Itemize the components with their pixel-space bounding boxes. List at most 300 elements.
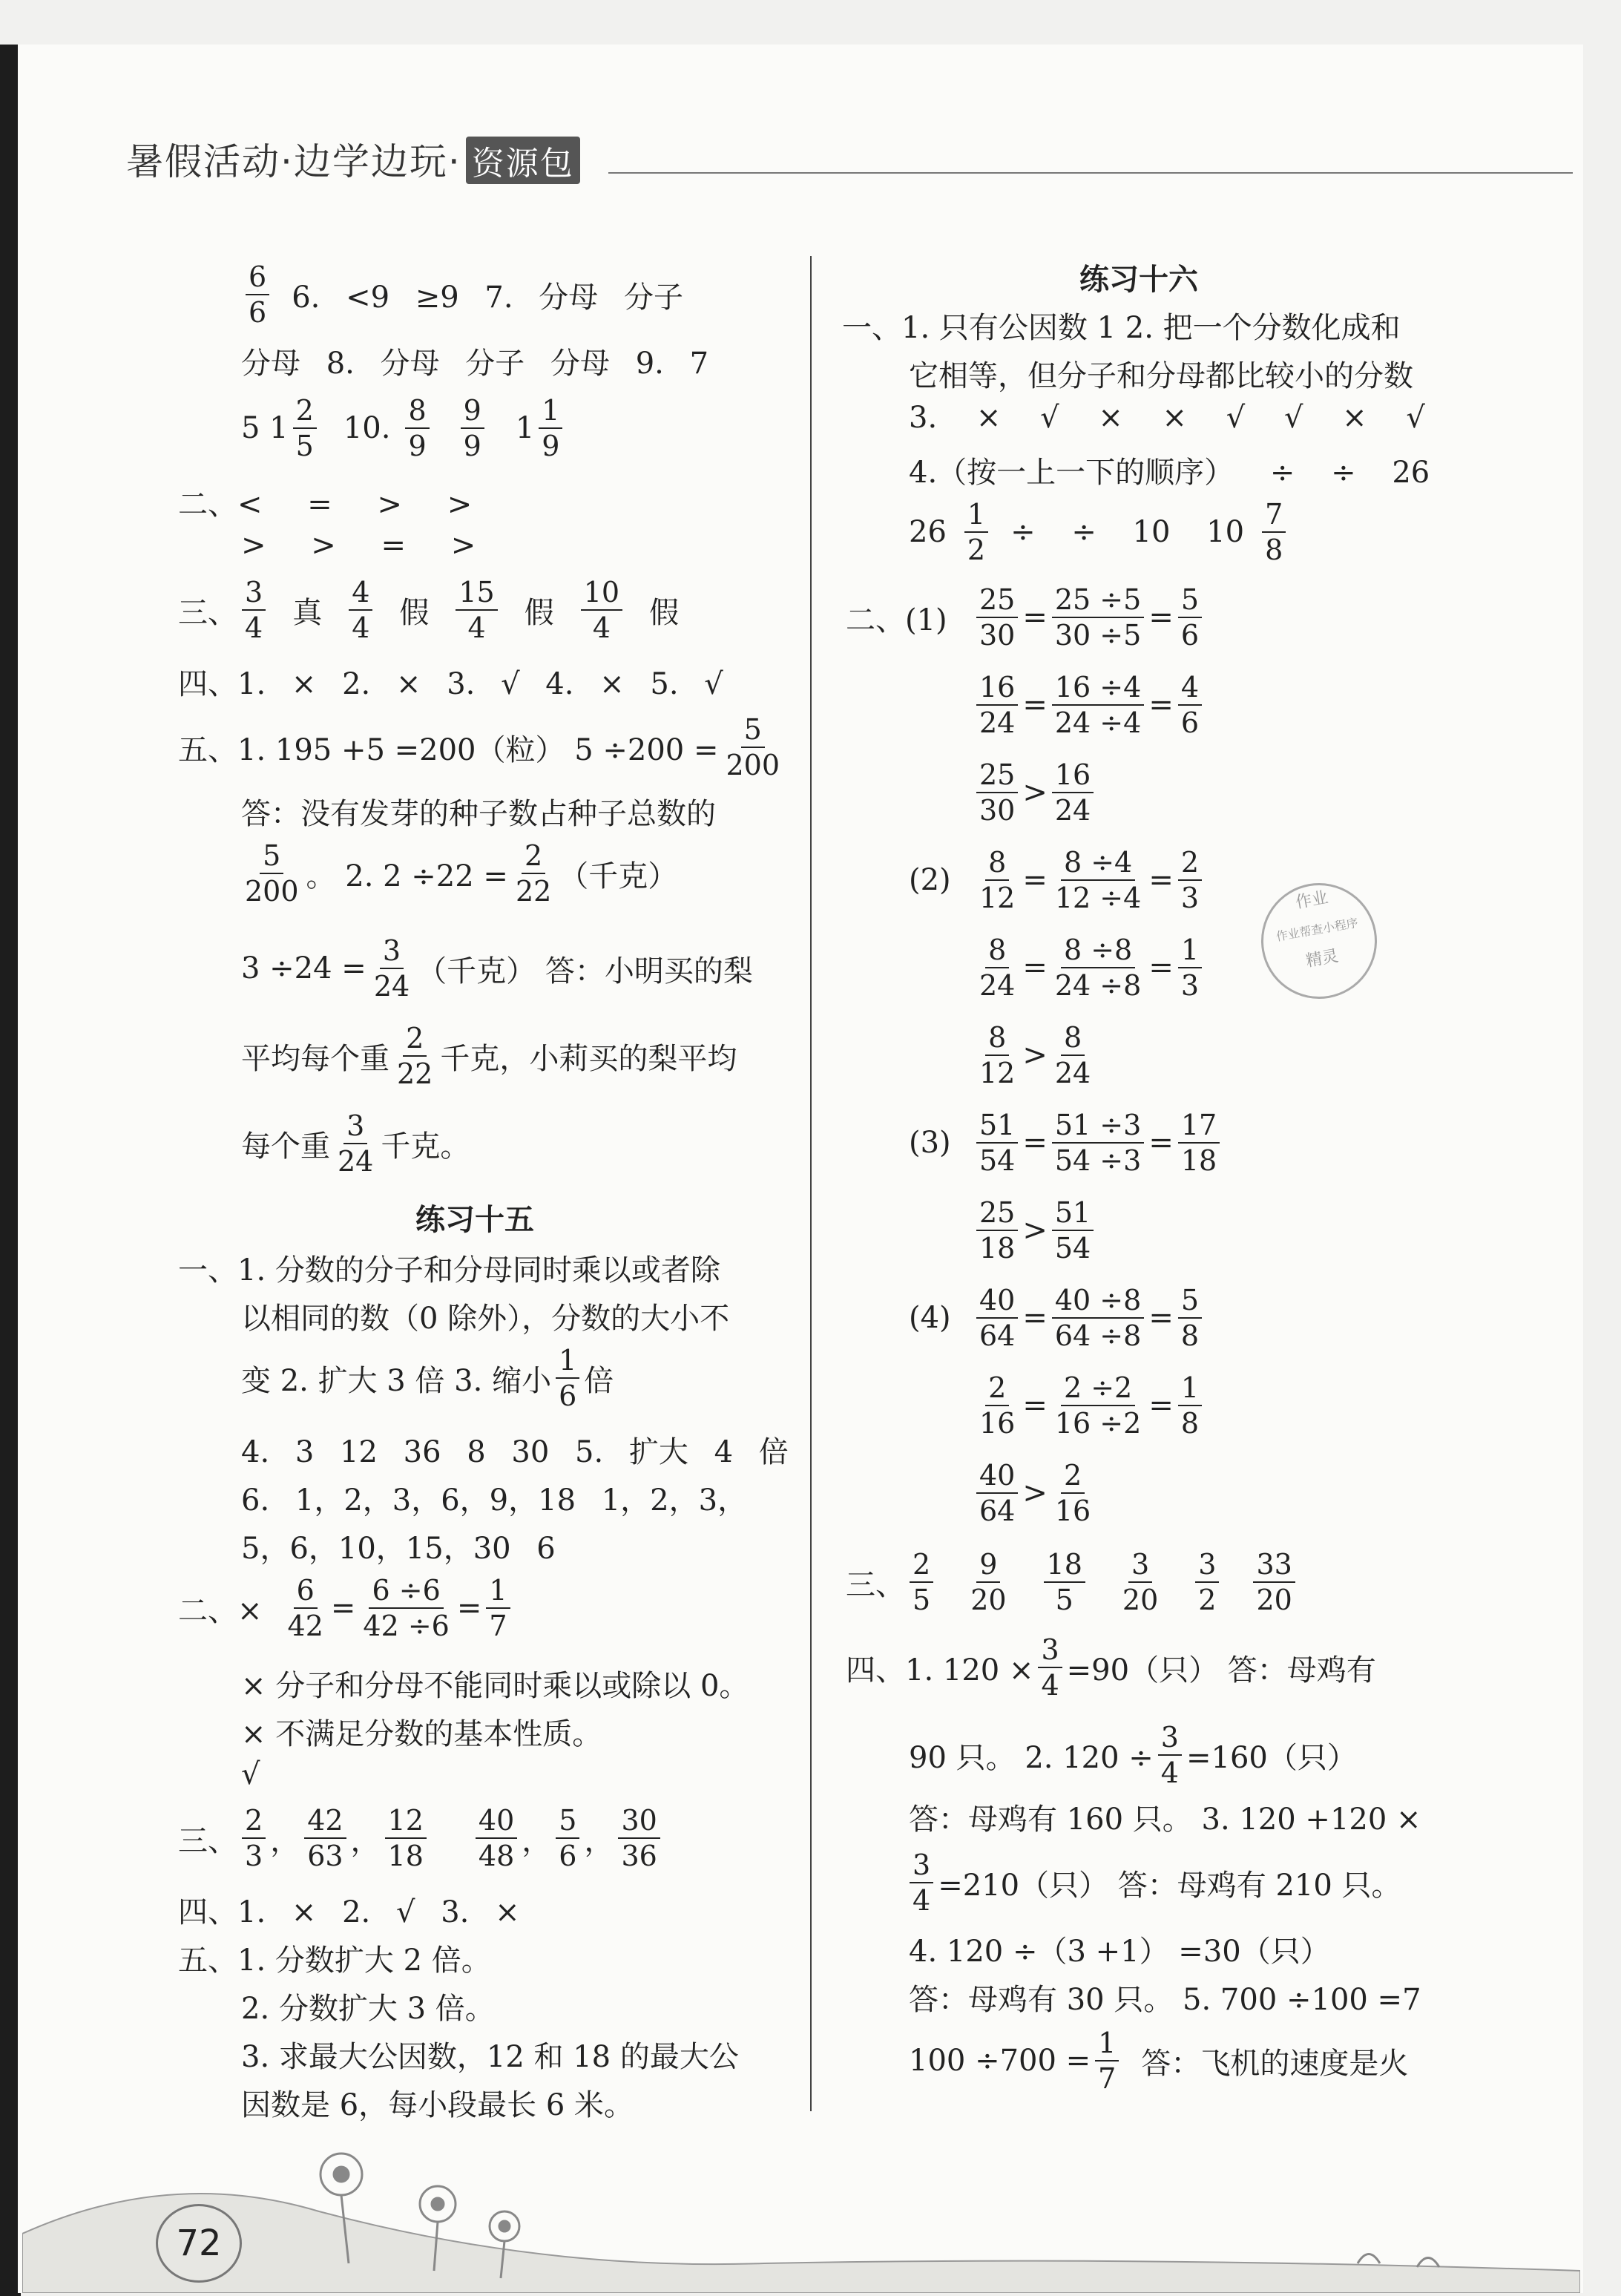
numerator: 51 (976, 1108, 1018, 1144)
denominator: 42 ÷6 (363, 1610, 450, 1642)
numerator: 1 (1095, 2026, 1119, 2062)
answer-line (241, 1757, 260, 1791)
denominator: 6 (1180, 619, 1200, 652)
item-label: (2) (909, 863, 951, 897)
fraction (335, 1109, 376, 1178)
numerator: 2 (293, 393, 317, 429)
answer-text: > > = > (241, 528, 476, 562)
numerator: 12 (385, 1803, 427, 1839)
numerator: 4 (349, 575, 372, 611)
answer-line (178, 1889, 520, 1931)
fraction (461, 393, 484, 463)
answer-line (178, 575, 679, 645)
answer-line (909, 1796, 1421, 1838)
fraction (1178, 583, 1202, 652)
numerator: 9 (976, 1547, 1000, 1583)
denominator: 54 ÷3 (1054, 1144, 1142, 1177)
answer-text: 假 (399, 595, 430, 630)
brand-pack-badge: 资源包 (466, 137, 580, 184)
fraction (1052, 1371, 1144, 1440)
column-divider (810, 256, 812, 2111)
answer-text: 假 (524, 595, 554, 630)
denominator: 6 (1180, 706, 1200, 739)
answer-text: 四、1. 120 × (846, 1653, 1034, 1687)
numerator: 2 (985, 1371, 1009, 1406)
comparison-row: (3) $\frac{51}{54}$ = $\frac{51 \div 3}{54 \div 3}$ = $\frac{17}{18}$ (909, 1108, 1224, 1178)
section-label: 三、 (178, 595, 237, 630)
fraction (976, 583, 1018, 652)
numerator: 8 (1061, 1020, 1085, 1056)
denominator: 8 (1180, 1319, 1200, 1352)
denominator: 200 (726, 749, 780, 781)
answer-line (241, 528, 476, 562)
page-header (126, 119, 580, 186)
numerator: 1 (556, 1343, 579, 1379)
answer-line (241, 1021, 737, 1091)
answer-text: 分母 8. 分母 分子 分母 9. 7 (241, 347, 709, 381)
answer-text: （千克） 答：小明买的梨 (417, 954, 753, 988)
denominator: 24 (338, 1145, 374, 1178)
fraction (1253, 1547, 1295, 1617)
denominator: 12 ÷4 (1054, 882, 1142, 914)
comparison-row: $\frac{8}{12}$ > $\frac{8}{24}$ (972, 1020, 1098, 1090)
fraction (910, 1547, 933, 1617)
numerator: 4 (1178, 670, 1202, 706)
denominator: 64 ÷8 (1054, 1319, 1142, 1352)
denominator: 24 ÷4 (1054, 706, 1142, 739)
denominator: 3 (1180, 969, 1200, 1002)
fraction (1038, 1633, 1062, 1702)
numerator: 17 (1178, 1108, 1220, 1144)
fraction (1158, 1720, 1182, 1790)
fraction (304, 1803, 346, 1873)
answer-text: 答：母鸡有 30 只。 5. 700 ÷100 =7 (909, 1983, 1421, 2017)
numerator: 5 (260, 839, 283, 874)
answer-text: 每个重 (241, 1129, 330, 1164)
answer-line (178, 1573, 515, 1643)
answer-line (178, 1937, 491, 1979)
denominator: 22 (515, 875, 552, 908)
fraction (349, 575, 372, 645)
denominator: 48 (478, 1840, 515, 1872)
numerator: 5 (556, 1803, 579, 1839)
denominator: 24 (373, 970, 410, 1003)
denominator: 7 (489, 1610, 507, 1642)
answer-line (241, 1662, 749, 1705)
denominator: 9 (542, 430, 560, 462)
numerator: 1 (486, 1573, 510, 1609)
answer-text: 6. <9 ≥9 7. 分母 分子 (292, 280, 684, 315)
fraction (976, 1371, 1018, 1440)
answer-line (905, 1848, 1401, 1918)
answer-line (909, 2026, 1408, 2096)
denominator: 4 (467, 611, 486, 644)
numerator: 33 (1253, 1547, 1295, 1583)
denominator: 64 (979, 1495, 1016, 1527)
answer-text: （千克） (559, 859, 678, 893)
denominator: 54 (979, 1144, 1016, 1177)
answer-line (909, 1928, 1330, 1970)
fraction (285, 1573, 326, 1643)
numerator: 40 (476, 1803, 517, 1839)
answer-line (241, 1295, 729, 1337)
numerator: 25 (976, 1195, 1018, 1231)
answer-line (241, 1429, 789, 1471)
numerator: 2 (1178, 845, 1202, 881)
footer-flower-decoration (22, 2122, 1580, 2293)
denominator: 12 (979, 882, 1016, 914)
denominator: 4 (352, 611, 370, 644)
section-label: 三、 (846, 1567, 905, 1602)
numerator: 40 (976, 1283, 1018, 1319)
numerator: 16 (1052, 758, 1094, 793)
denominator: 24 (1054, 794, 1091, 827)
fraction (394, 1021, 435, 1091)
answer-text: 因数是 6，每小段最长 6 米。 (241, 2088, 634, 2122)
answer-line (178, 712, 787, 782)
denominator: 2 (967, 534, 986, 566)
answer-line (241, 1525, 556, 1567)
fraction (976, 1195, 1018, 1265)
answer-text: 二、× (178, 1593, 263, 1628)
numerator: 25 (976, 758, 1018, 793)
denominator: 5 (913, 1584, 931, 1616)
answer-text: 答：母鸡有 160 只。 3. 120 +120 × (909, 1803, 1421, 1837)
numerator: 25 (976, 583, 1018, 618)
fraction (456, 575, 497, 645)
answer-text: 平均每个重 (241, 1041, 389, 1076)
numerator: 2 (403, 1021, 427, 1057)
fraction (1119, 1547, 1161, 1617)
denominator: 4 (245, 611, 263, 644)
answer-line (909, 1720, 1357, 1790)
numerator: 3 (380, 934, 404, 969)
answer-text: 千克，小莉买的梨平均 (440, 1041, 737, 1076)
denominator: 8 (1265, 534, 1283, 566)
numerator: 16 (976, 670, 1018, 706)
fraction (618, 1803, 660, 1873)
comparison-row: $\frac{25}{18}$ > $\frac{51}{54}$ (972, 1195, 1098, 1265)
numerator: 40 (976, 1458, 1018, 1494)
comparison-row: (4) $\frac{40}{64}$ = $\frac{40 \div 8}{64 \div 8}$ = $\frac{5}{8}$ (909, 1283, 1206, 1353)
answer-text: 以相同的数（0 除外），分数的大小不 (241, 1302, 730, 1336)
answer-text: × 不满足分数的基本性质。 (241, 1717, 602, 1751)
answer-text: 真 (292, 595, 323, 630)
numerator: 8 ÷8 (1061, 933, 1135, 968)
answer-text: 3. × √ × × √ √ × √ (909, 401, 1425, 435)
answer-line (241, 934, 753, 1003)
item-label: (3) (909, 1126, 951, 1160)
numerator: 18 (1044, 1547, 1085, 1583)
denominator: 6 (559, 1840, 577, 1872)
denominator: 24 (1054, 1057, 1091, 1089)
numerator: 15 (456, 575, 497, 611)
numerator: 2 ÷2 (1061, 1371, 1135, 1406)
denominator: 24 ÷8 (1054, 969, 1142, 1002)
answer-text: √ (241, 1757, 260, 1791)
fraction (1095, 2026, 1119, 2096)
denominator: 24 (979, 969, 1016, 1002)
fraction (385, 1803, 427, 1873)
denominator: 8 (1180, 1407, 1200, 1440)
answer-text: 5，6，10，15，30 6 (241, 1532, 556, 1566)
answer-text: 100 ÷700 = (909, 2044, 1091, 2078)
fraction (556, 1343, 579, 1413)
answer-line (909, 1976, 1421, 2018)
fraction (360, 1573, 452, 1643)
answer-text: 一、1. 只有公因数 1 2. 把一个分数化成和 (842, 311, 1401, 345)
answer-text: ÷ ÷ 10 10 (1010, 515, 1245, 549)
denominator: 9 (408, 430, 427, 462)
numerator: 10 (581, 575, 622, 611)
numerator: 30 (618, 1803, 660, 1839)
header-brand (126, 132, 580, 186)
answer-line (241, 340, 708, 382)
fraction (1178, 1371, 1202, 1440)
fraction (405, 393, 429, 463)
fraction (513, 839, 554, 908)
fraction (371, 934, 412, 1003)
numerator: 6 ÷6 (369, 1573, 443, 1609)
denominator: 64 (979, 1319, 1016, 1352)
numerator: 5 (1178, 583, 1202, 618)
fraction (1178, 670, 1202, 740)
answer-line (241, 393, 567, 463)
numerator: 3 (910, 1848, 933, 1883)
fraction (976, 670, 1018, 740)
fraction (1178, 1108, 1220, 1178)
answer-text: 4.（按一上一下的顺序） ÷ ÷ 26 (909, 456, 1430, 490)
answer-text: 二、< = > > (178, 488, 473, 522)
answer-text: 3. 求最大公因数，12 和 18 的最大公 (241, 2040, 739, 2074)
fraction (910, 1848, 933, 1918)
numerator: 2 (242, 1803, 266, 1839)
denominator: 4 (592, 611, 611, 644)
answer-text: × 分子和分母不能同时乘以或除以 0。 (241, 1669, 749, 1703)
answer-line (241, 1477, 747, 1519)
fraction (723, 712, 783, 782)
fraction (556, 1803, 579, 1873)
answer-text: 6. 1，2，3，6，9，18 1，2，3， (241, 1483, 748, 1518)
answer-text: 2. 分数扩大 3 倍。 (241, 1992, 495, 2026)
answer-text: 26 (909, 515, 947, 549)
numerator: 8 (985, 845, 1009, 881)
numerator: 16 ÷4 (1052, 670, 1144, 706)
answer-text: 1 (515, 411, 535, 445)
denominator: 3 (1180, 882, 1200, 914)
fraction (539, 393, 562, 463)
numerator: 9 (461, 393, 484, 429)
answer-text: 变 2. 扩大 3 倍 3. 缩小 (241, 1363, 552, 1398)
stamp-text: 作业 (1294, 888, 1330, 913)
fraction (293, 393, 317, 463)
answer-text: 10. (343, 411, 391, 445)
numerator: 3 (1128, 1547, 1152, 1583)
answer-line (241, 1109, 470, 1178)
answer-line (909, 401, 1425, 435)
numerator: 1 (964, 497, 988, 533)
fraction (1052, 845, 1144, 915)
numerator: 2 (522, 839, 545, 874)
equals-sign: = (456, 1591, 482, 1625)
numerator: 8 ÷4 (1061, 845, 1135, 881)
fraction (1052, 1458, 1094, 1528)
denominator: 4 (1160, 1757, 1179, 1789)
denominator: 20 (1122, 1584, 1159, 1616)
fraction (976, 1458, 1018, 1528)
brand-text: 暑假活动·边学边玩· (126, 140, 461, 183)
answer-text: 。 2. 2 ÷22 = (306, 859, 508, 893)
comparison-row: $\frac{40}{64}$ > $\frac{2}{16}$ (972, 1458, 1098, 1528)
numerator: 8 (985, 1020, 1009, 1056)
answer-line (237, 839, 677, 908)
fraction (1052, 933, 1144, 1003)
denominator: 16 (1054, 1495, 1091, 1527)
denominator: 3 (245, 1840, 263, 1872)
stamp-text: 精灵 (1304, 946, 1341, 971)
answer-text: =210（只） 答：母鸡有 210 只。 (938, 1868, 1401, 1903)
numerator: 8 (985, 933, 1009, 968)
denominator: 36 (621, 1840, 657, 1872)
numerator: 3 (1158, 1720, 1182, 1756)
answer-line (241, 1343, 614, 1413)
fraction (976, 758, 1018, 827)
fraction (976, 1108, 1018, 1178)
denominator: 20 (970, 1584, 1007, 1616)
fraction (976, 1020, 1018, 1090)
denominator: 54 (1054, 1232, 1091, 1265)
numerator: 2 (910, 1547, 933, 1583)
denominator: 24 (979, 706, 1016, 739)
fraction (1044, 1547, 1085, 1617)
answer-text: 四、1. × 2. × 3. √ 4. × 5. √ (178, 667, 723, 701)
denominator: 4 (1041, 1669, 1059, 1702)
fraction (1052, 1283, 1144, 1353)
answer-text: 千克。 (381, 1129, 470, 1164)
numerator: 2 (1061, 1458, 1085, 1494)
denominator: 2 (1198, 1584, 1217, 1616)
numerator: 40 ÷8 (1052, 1283, 1144, 1319)
numerator: 6 (294, 1573, 318, 1609)
denominator: 12 (979, 1057, 1016, 1089)
fraction (1178, 845, 1202, 915)
answer-line (241, 2082, 634, 2124)
answer-text: 五、1. 分数扩大 2 倍。 (178, 1944, 491, 1978)
fraction (1052, 1195, 1094, 1265)
fraction (964, 497, 988, 567)
answer-line (846, 1633, 1376, 1702)
answer-text: 90 只。 2. 120 ÷ (909, 1740, 1154, 1775)
answer-text: 答：没有发芽的种子数占种子总数的 (241, 797, 716, 831)
numerator: 25 ÷5 (1052, 583, 1144, 618)
equals-sign: = (330, 1591, 356, 1625)
fraction (1052, 1020, 1094, 1090)
comparison-row: 二、(1) $\frac{25}{30}$ = $\frac{25 \div 5}{30 \div 5}$ = $\frac{5}{6}$ (846, 583, 1206, 652)
answer-line (909, 352, 1413, 395)
fraction (1195, 1547, 1219, 1617)
fraction (242, 1803, 266, 1873)
answer-line (241, 1710, 602, 1753)
numerator: 3 (1038, 1633, 1062, 1668)
answer-line (909, 497, 1290, 567)
fraction (976, 933, 1018, 1003)
denominator: 30 (979, 619, 1016, 652)
numerator: 1 (539, 393, 562, 429)
fraction (967, 1547, 1009, 1617)
numerator: 3 (343, 1109, 367, 1144)
fraction (476, 1803, 517, 1873)
answer-text: 五、1. 195 +5 =200（粒） 5 ÷200 = (178, 732, 719, 767)
denominator: 5 (1055, 1584, 1073, 1616)
numerator: 5 (1178, 1283, 1202, 1319)
answer-text: 5 1 (241, 411, 289, 445)
stamp-text: 作业帮查小程序 (1275, 915, 1360, 944)
numerator: 1 (1178, 933, 1202, 968)
answer-text: 假 (649, 595, 680, 630)
denominator: 42 (287, 1610, 323, 1642)
denominator: 20 (1256, 1584, 1292, 1616)
fraction (1052, 758, 1094, 827)
numerator: 5 (741, 712, 765, 748)
answer-text: 3 ÷24 = (241, 951, 366, 985)
numerator: 6 (246, 260, 269, 295)
fraction (581, 575, 622, 645)
answer-line (846, 1547, 1300, 1617)
answer-text: 4. 3 12 36 8 30 5. 扩大 4 倍 (241, 1435, 789, 1469)
exercise-16-title: 练习十六 (1079, 263, 1198, 297)
answer-text: 四、1. × 2. √ 3. × (178, 1895, 520, 1929)
numerator: 51 ÷3 (1052, 1108, 1144, 1144)
fraction (976, 1283, 1018, 1353)
fraction (1052, 1108, 1144, 1178)
answer-line (241, 790, 716, 833)
fraction (1178, 1283, 1202, 1353)
answer-text: 它相等，但分子和分母都比较小的分数 (909, 359, 1413, 393)
answer-line (842, 304, 1401, 347)
fraction (1178, 933, 1202, 1003)
comparison-row: $\frac{2}{16}$ = $\frac{2 \div 2}{16 \div 2}$ = $\frac{1}{8}$ (972, 1371, 1206, 1440)
denominator: 5 (295, 430, 314, 462)
numerator: 42 (304, 1803, 346, 1839)
denominator: 6 (249, 296, 267, 329)
fraction (242, 575, 266, 645)
answer-line (178, 1247, 720, 1289)
denominator: 63 (307, 1840, 343, 1872)
fraction (1052, 583, 1144, 652)
answer-line (909, 449, 1430, 491)
comparison-row: $\frac{16}{24}$ = $\frac{16 \div 4}{24 \div 4}$ = $\frac{4}{6}$ (972, 670, 1206, 740)
exercise-15-title: 练习十五 (415, 1203, 534, 1237)
numerator: 1 (1178, 1371, 1202, 1406)
answer-text: 答：飞机的速度是火 (1141, 2046, 1409, 2081)
answer-line (178, 481, 472, 523)
item-label: 二、(1) (846, 603, 947, 637)
denominator: 7 (1098, 2062, 1117, 2095)
numerator: 3 (1195, 1547, 1219, 1583)
denominator: 22 (397, 1057, 433, 1090)
fraction (976, 845, 1018, 915)
fraction (1052, 670, 1144, 740)
comparison-row: $\frac{25}{30}$ > $\frac{16}{24}$ (972, 758, 1098, 827)
fraction (486, 1573, 510, 1643)
header-rule (608, 172, 1573, 174)
answer-text: 4. 120 ÷（3 +1） =30（只） (909, 1935, 1330, 1969)
answer-text: =90（只） 答：母鸡有 (1066, 1653, 1376, 1687)
comparison-row: $\frac{8}{24}$ = $\frac{8 \div 8}{24 \div 8}$ = $\frac{1}{3}$ (972, 933, 1206, 1003)
numerator: 8 (405, 393, 429, 429)
numerator: 7 (1262, 497, 1286, 533)
denominator: 200 (245, 875, 299, 908)
